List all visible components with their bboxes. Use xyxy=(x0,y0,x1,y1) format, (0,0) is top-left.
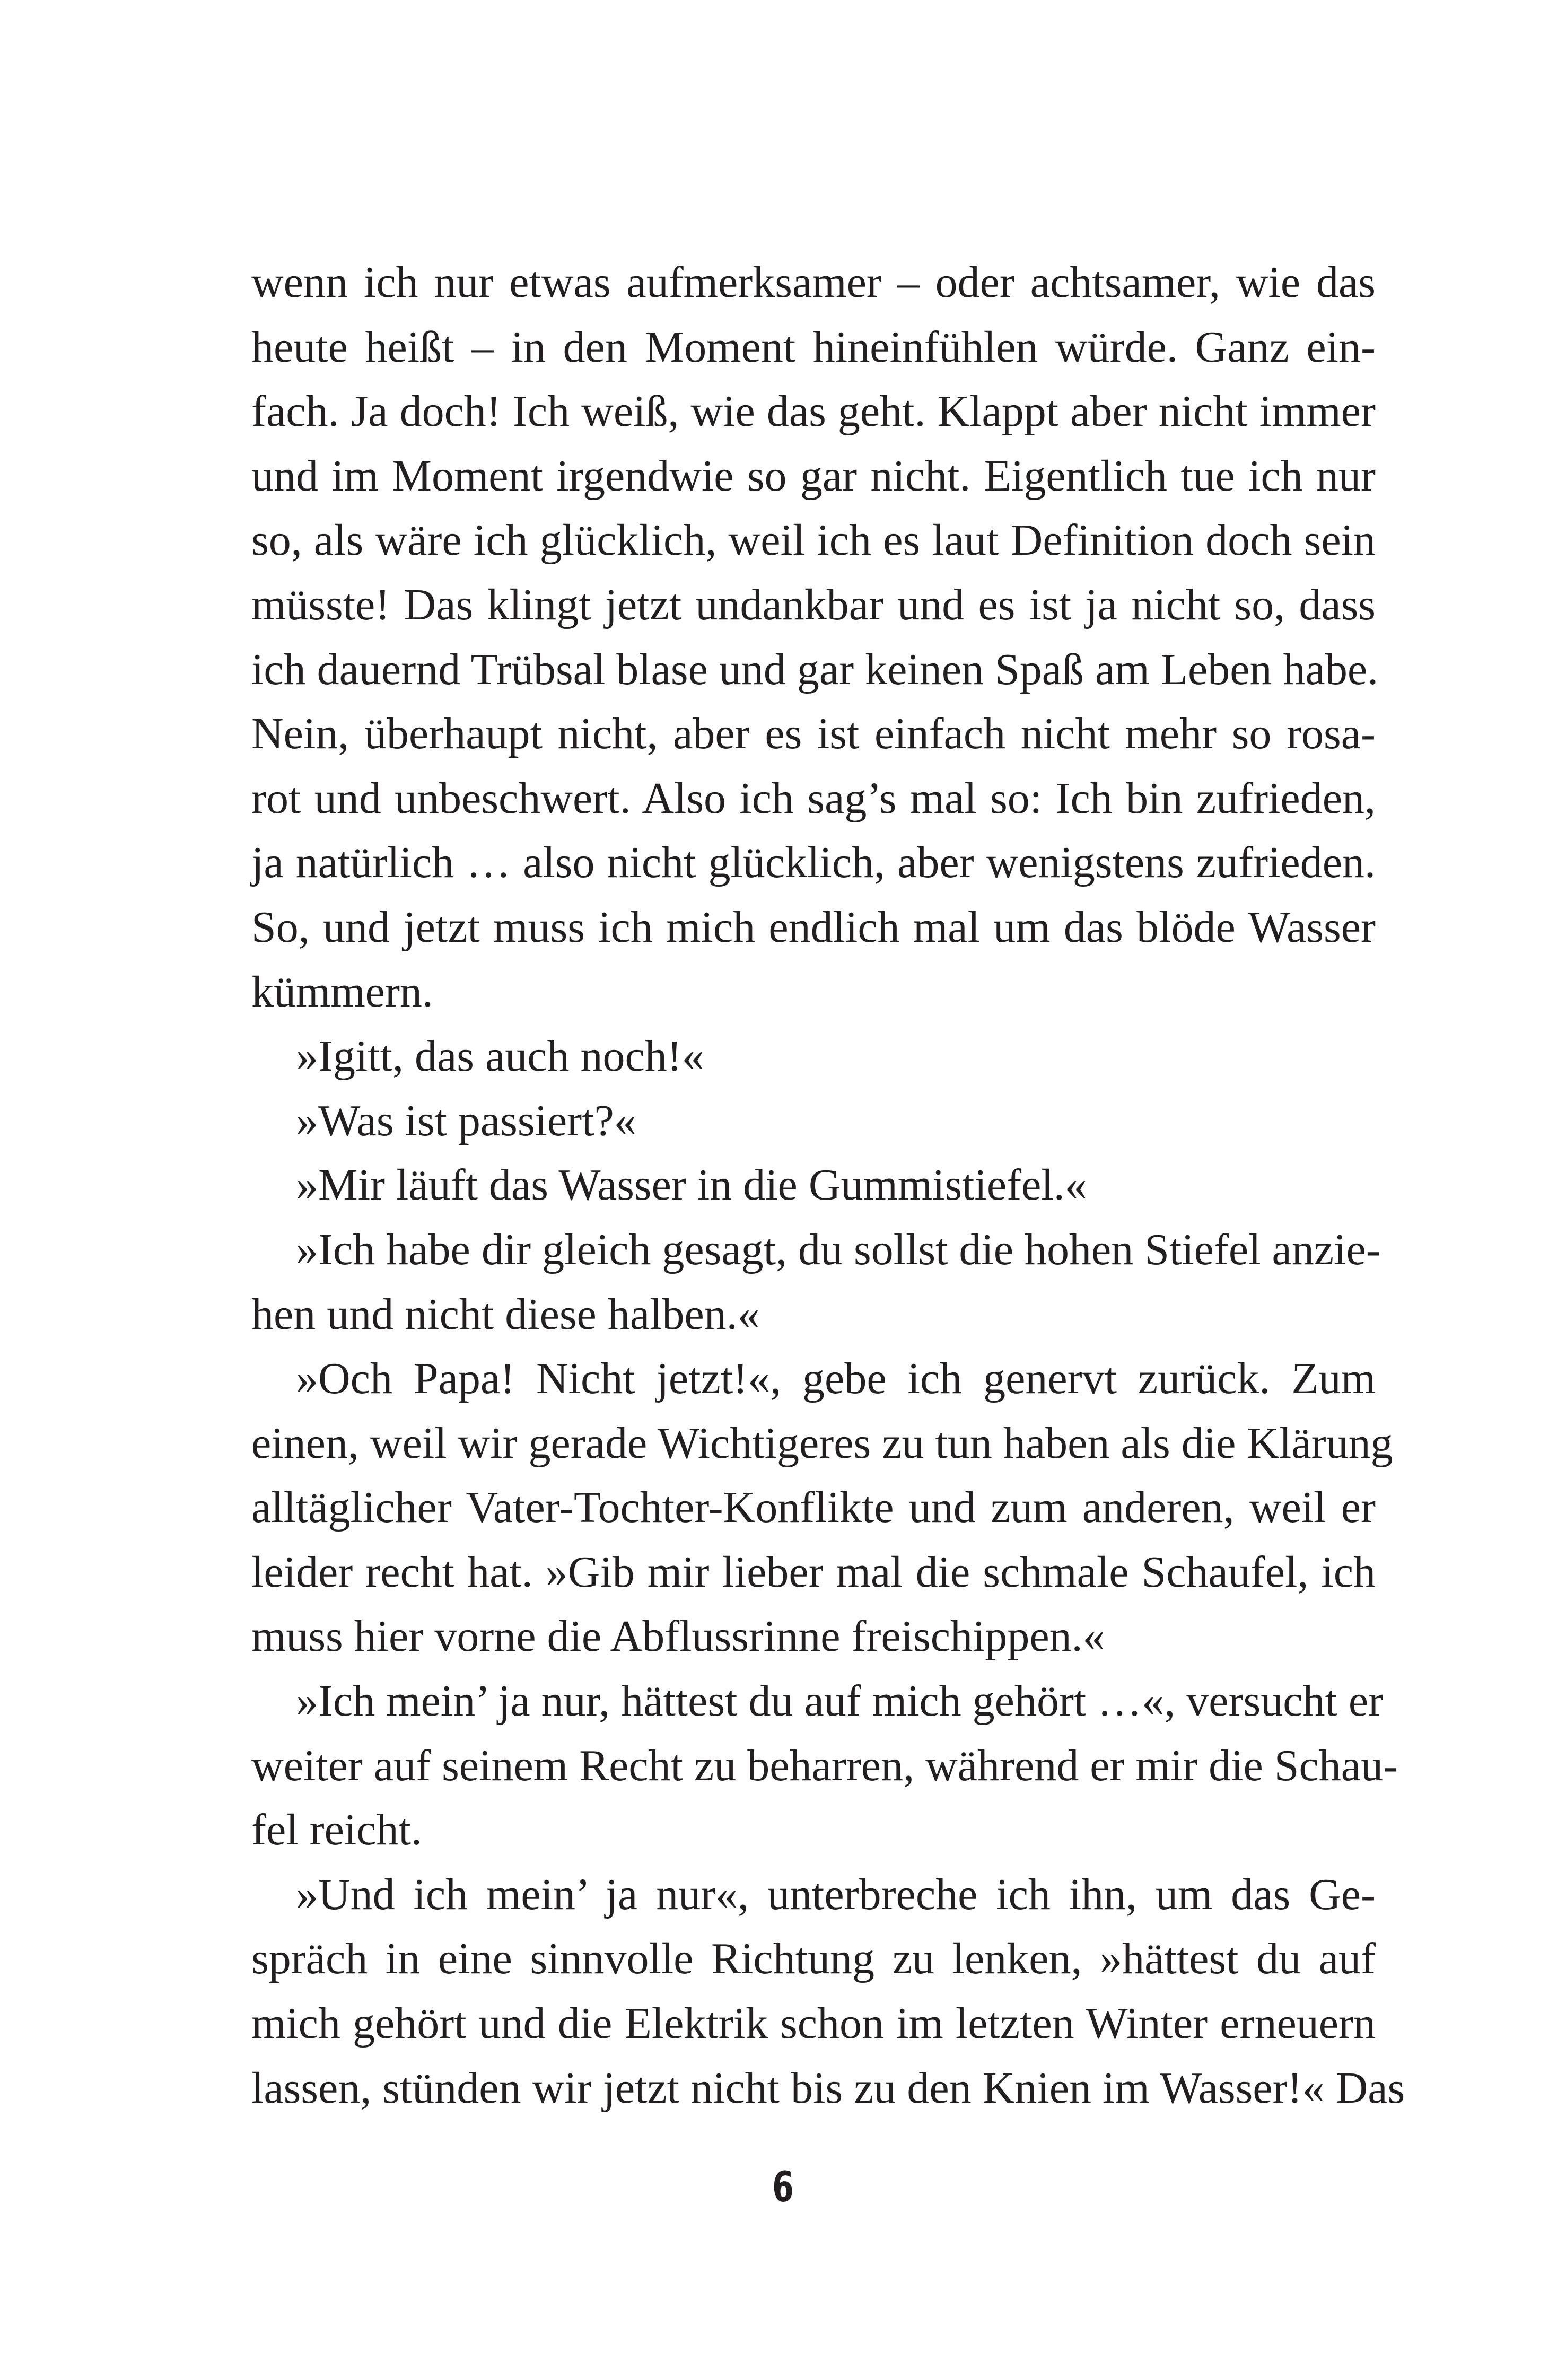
page-number: 6 xyxy=(772,2164,794,2211)
text-line: rot und unbeschwert. Also ich sag’s mal so: Ich bin zufrieden, xyxy=(251,773,1376,823)
paragraph xyxy=(251,1218,1381,1346)
text-line: »Ich habe dir gleich gesagt, du sollst die hohen Stiefel anzie- xyxy=(296,1224,1381,1274)
text-line: So, und jetzt muss ich mich endlich mal um das blöde Wasser xyxy=(251,902,1376,952)
paragraph xyxy=(251,1862,1405,2120)
paragraph xyxy=(251,250,1379,1024)
paragraph xyxy=(251,1153,1376,1218)
text-line: und im Moment irgendwie so gar nicht. Eigentlich tue ich nur xyxy=(251,451,1376,501)
text-line: »Ich mein’ ja nur, hättest du auf mich gehört …«, versucht er xyxy=(296,1676,1384,1726)
text-line: fel reicht. xyxy=(251,1805,422,1855)
text-line: alltäglicher Vater-Tochter-Konflikte und zum anderen, weil er xyxy=(251,1483,1376,1533)
text-line: spräch in eine sinnvolle Richtung zu lenken, »hättest du auf xyxy=(251,1934,1376,1984)
text-line: fach. Ja doch! Ich weiß, wie das geht. Klappt aber nicht immer xyxy=(251,387,1376,436)
text-line: »Was ist passiert?« xyxy=(296,1096,636,1145)
text-line: ja natürlich … also nicht glücklich, aber wenigstens zufrieden. xyxy=(251,838,1376,888)
text-line: so, als wäre ich glücklich, weil ich es laut Definition doch sein xyxy=(251,515,1376,565)
text-line: müsste! Das klingt jetzt undankbar und es ist ja nicht so, dass xyxy=(251,580,1376,629)
text-line: »Und ich mein’ ja nur«, unterbreche ich ihn, um das Ge- xyxy=(296,1869,1376,1919)
paragraph xyxy=(251,1346,1393,1669)
text-line: leider recht hat. »Gib mir lieber mal die schmale Schaufel, ich xyxy=(251,1547,1376,1597)
text-line: kümmern. xyxy=(251,967,433,1017)
text-line: ich dauernd Trübsal blase und gar keinen Spaß am Leben habe. xyxy=(251,644,1379,694)
text-line: hen und nicht diese halben.« xyxy=(251,1289,760,1339)
paragraph xyxy=(251,1024,1376,1089)
text-line: »Mir läuft das Wasser in die Gummistiefel.« xyxy=(296,1160,1087,1210)
text-line: lassen, stünden wir jetzt nicht bis zu den Knien im Wasser!« Das xyxy=(251,2063,1405,2113)
text-line: »Och Papa! Nicht jetzt!«, gebe ich genervt zurück. Zum xyxy=(296,1354,1376,1404)
body-text xyxy=(251,250,1405,2120)
paragraph xyxy=(251,1669,1398,1862)
text-line: muss hier vorne die Abflussrinne freischippen.« xyxy=(251,1612,1105,1661)
text-line: wenn ich nur etwas aufmerksamer – oder achtsamer, wie das xyxy=(251,258,1376,307)
text-line: »Igitt, das auch noch!« xyxy=(296,1031,704,1081)
text-line: einen, weil wir gerade Wichtigeres zu tun haben als die Klärung xyxy=(251,1418,1393,1468)
text-line: weiter auf seinem Recht zu beharren, während er mir die Schau- xyxy=(251,1740,1398,1790)
text-line: Nein, überhaupt nicht, aber es ist einfach nicht mehr so rosa- xyxy=(251,709,1376,759)
paragraph xyxy=(251,1089,1376,1153)
text-line: mich gehört und die Elektrik schon im letzten Winter erneuern xyxy=(251,1999,1376,2049)
text-line: heute heißt – in den Moment hineinfühlen würde. Ganz ein- xyxy=(251,322,1376,372)
